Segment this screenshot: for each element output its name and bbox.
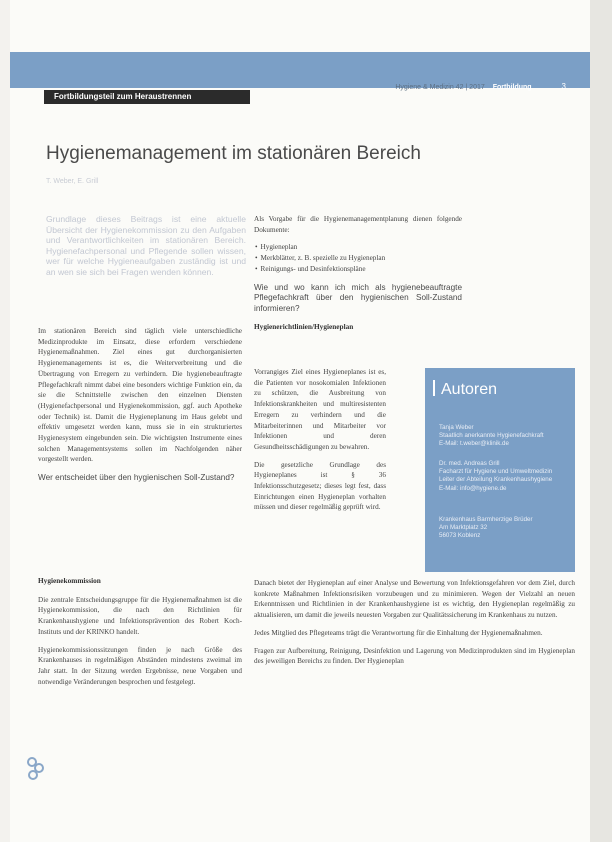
middle-column-narrow xyxy=(254,367,386,520)
lower-left-heading: Hygienekommission xyxy=(38,576,101,585)
list-item: • Hygieneplan xyxy=(262,242,462,253)
middle-paragraph-1: Als Vorgabe für die Hygienemanagementplanung dienen folgende Dokumente: xyxy=(254,215,462,234)
lead-paragraph: Grundlage dieses Beitrags ist eine aktuelle Übersicht der Hygienekommission zu den Aufgaben und Verantwortlichkeiten im stationären Bereich. Hygienefachpersonal und Pflegende sollen wissen, wer für welche Hygieneaufgaben zuständig ist und an wen sie sich bei Fragen wenden können. xyxy=(46,214,246,277)
authors-box-title xyxy=(433,380,497,399)
document-page xyxy=(10,0,590,842)
lower-left-paragraph-2: Hygienekommissionssitzungen finden je nach Größe des Krankenhauses in regelmäßigen Abständen mindestens zweimal im Jahr statt. In der Sitzung werden Ergebnisse, neue Vorgaben und notwendige Veränderungen besprochen und festgelegt. xyxy=(38,645,242,686)
left-paragraph-1: Im stationären Bereich sind täglich viele unterschiedliche Medizinprodukte im Einsatz, diese erfordern verschiedene Hygienemaßnahmen. Ziel eines gut durchorganisierten Hygienemanagements ist es, die Weiterverbreitung und die Übertragung von Erregern zu verhindern. Die hygienebeauftragte Pflegefachkraft nimmt dabei eine besonders wichtige Funktion ein, da sie die Schnittstelle zwischen den einzelnen Diensten (Hygienefachpersonal und Hygienekommission, ggf. auch Apotheke oder Technik) ist. Damit die Hygieneplanung im Haus gelebt und effektiv umgesetzt werden kann, muss sie in ein strukturiertes Hygienesystem eingebunden sein. Die wichtigsten Instrumente eines solchen Managementsystems sollen im Nachfolgenden näher vorgestellt werden. xyxy=(38,327,242,464)
section-label: Fortbildung xyxy=(492,84,532,91)
lower-right-paragraph-3: Fragen zur Aufbereitung, Reinigung, Desinfektion und Lagerung von Medizinprodukten sind im Hygieneplan des jeweiligen Bereichs zu finden. Der Hygieneplan xyxy=(254,646,575,666)
author-2-info: Dr. med. Andreas Grill Facharzt für Hygiene und Umweltmedizin Leiter der Abteilung Krankenhaushygiene E-Mail: info@hygiene.de xyxy=(439,460,553,492)
header-bar xyxy=(10,52,590,91)
publisher-logo-icon xyxy=(26,756,46,787)
lower-right-paragraph-2: Jedes Mitglied des Pflegeteams trägt die Verantwortung für die Einhaltung der Hygienemaßnahmen. xyxy=(254,628,543,637)
page-edge xyxy=(590,0,612,842)
middle-paragraph-3: Die gesetzliche Grundlage des Hygieneplanes ist § 36 Infektionsschutzgesetz; dieses legt fest, dass Einrichtungen einen Hygieneplan vorhalten müssen und dieser regelmäßig geprüft wird. xyxy=(254,460,386,512)
running-header xyxy=(395,82,566,91)
list-item: • Merkblätter, z. B. spezielle zu Hygieneplan xyxy=(262,253,462,264)
middle-column-top xyxy=(254,214,462,341)
authors-box-title-text: Autoren xyxy=(441,381,498,398)
lower-left-column xyxy=(38,576,242,694)
title-bar-mark xyxy=(433,380,435,396)
list-item: • Reinigungs- und Desinfektionspläne xyxy=(262,264,462,275)
left-question-heading: Wer entscheidet über den hygienischen Soll-Zustand? xyxy=(38,473,235,483)
institution-info: Krankenhaus Barmherzige Brüder Am Marktplatz 32 56073 Koblenz xyxy=(439,516,533,540)
article-title: Hygienemanagement im stationären Bereich xyxy=(46,143,421,164)
lower-right-column xyxy=(254,578,575,674)
journal-info: Hygiene & Medizin 42 | 2017 xyxy=(395,84,485,91)
authors-box xyxy=(425,368,575,572)
author-1-info: Tanja Weber Staatlich anerkannte Hygienefachkraft E-Mail: t.weber@klinik.de xyxy=(439,424,544,448)
left-column xyxy=(38,326,242,492)
lower-left-paragraph-1: Die zentrale Entscheidungsgruppe für die Hygienemaßnahmen ist die Hygienekommission, die nach den Richtlinien für Krankenhaushygiene und Infektionsprävention des Robert Koch-Instituts und der KRINKO handelt. xyxy=(38,595,242,636)
document-list xyxy=(254,242,462,274)
banner-label: Fortbildungsteil zum Heraustrennen xyxy=(44,90,250,104)
middle-question-heading: Wie und wo kann ich mich als hygienebeauftragte Pflegefachkraft über den hygienischen Soll-Zustand informieren? xyxy=(254,282,462,313)
middle-paragraph-2: Vorrangiges Ziel eines Hygieneplanes ist es, die Patienten vor nosokomialen Infektionen zu schützen, die Ausbreitung von Infektionskrankheiten und multiresistenten Erregern zu verhindern und die Mitarbeiterinnen und Mitarbeiter vor Infektionen und deren Gesundheitsschädigungen zu bewahren. xyxy=(254,368,386,451)
page-number: 3 xyxy=(561,82,566,91)
article-authors: T. Weber, E. Grill xyxy=(46,178,99,185)
middle-subheading: Hygienerichtlinien/Hygieneplan xyxy=(254,322,354,332)
lower-right-paragraph-1: Danach bietet der Hygieneplan auf einer Analyse und Bewertung von Infektionsgefahren vor dem Ziel, durch konkrete Maßnahmen Infektionsrisiken vorzubeugen und zu minimieren. Wegen der Vielzahl an neuen Erkenntnissen und Richtlinien in der Krankenhaushygiene ist es wichtig, den Hygieneplan regelmäßig zu aktualisieren, um damit die jeweils neuesten Vorgaben zur Qualitätssicherung im Krankenhaus zu nutzen. xyxy=(254,579,575,620)
